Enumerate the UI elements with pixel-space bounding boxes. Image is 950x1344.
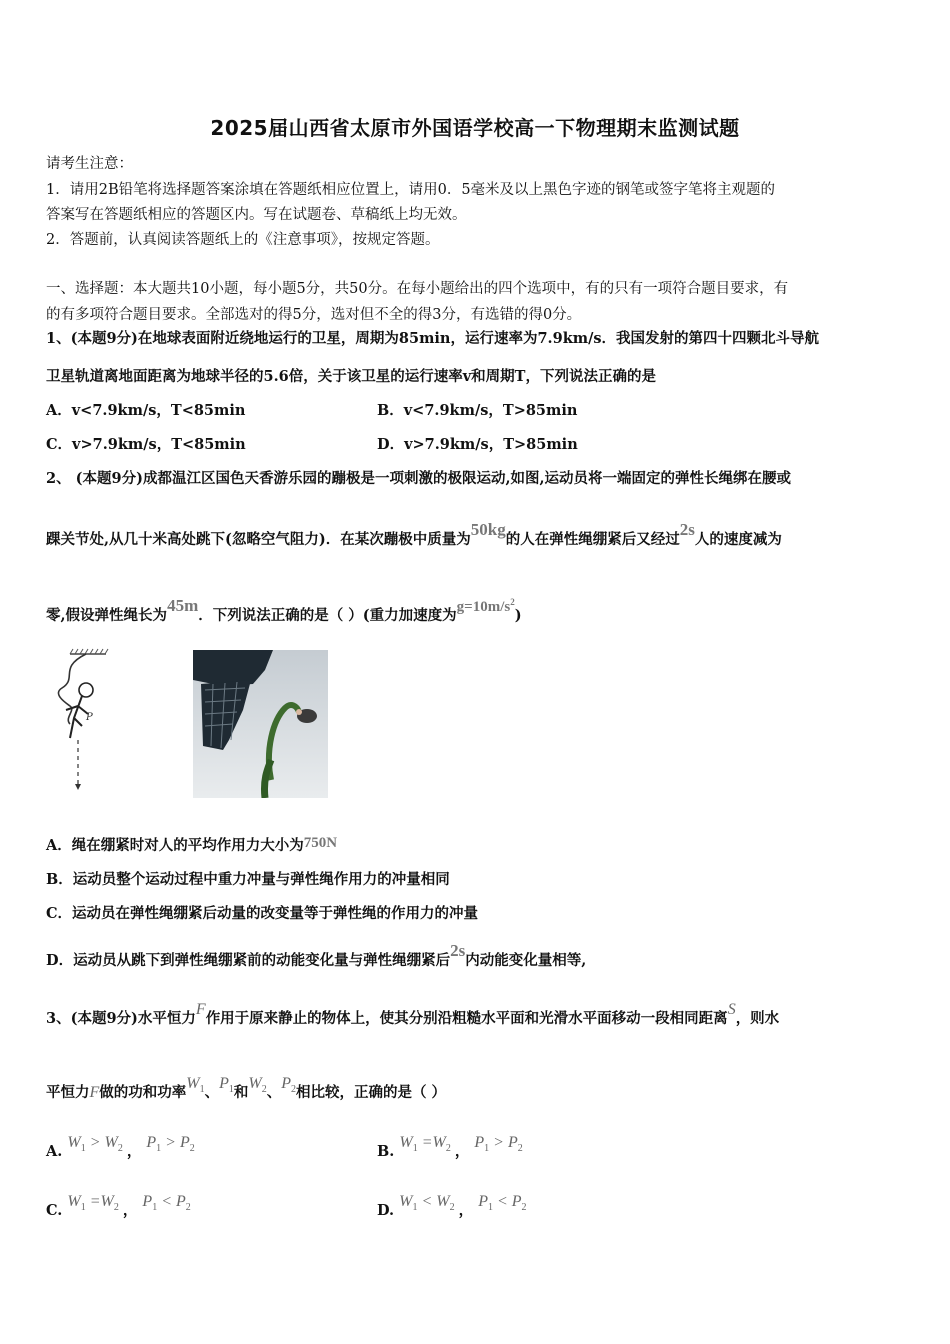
q3-option-a-letter: A. bbox=[46, 1143, 63, 1160]
q3-option-c-letter: C. bbox=[46, 1202, 63, 1219]
q2-line-2b: 的人在弹性绳绷紧后又经过 bbox=[505, 531, 680, 548]
q1-option-c: C．v>7.9km/s，T<85min bbox=[46, 436, 246, 453]
jumper-face bbox=[296, 709, 302, 715]
q3-p1-sub: 1 bbox=[228, 1084, 234, 1095]
q3-sep-1: 、 bbox=[204, 1084, 220, 1101]
q3-w2-letter: W bbox=[248, 1075, 262, 1092]
jumper-head bbox=[79, 683, 93, 697]
q3-option-d-formula: $W_1 < W_2$ bbox=[399, 1193, 455, 1213]
q2-option-d-end: 内动能变化量相等, bbox=[465, 952, 587, 969]
q3-p2-letter: P bbox=[281, 1075, 291, 1092]
q2-option-d bbox=[46, 941, 587, 970]
q3-option-b: B. $W_1 =W_2$ ， $P_1 > P_2$ bbox=[377, 1134, 523, 1160]
q3-w2 bbox=[248, 1075, 267, 1095]
bungee-photo bbox=[193, 650, 328, 798]
q3-line-2b: 做的功和功率 bbox=[99, 1084, 187, 1101]
q3-option-b-formula: $W_1 =W_2$ bbox=[399, 1134, 451, 1154]
q2-gravity-value: g=10m/s bbox=[456, 599, 511, 615]
q3-sep-2: 、 bbox=[266, 1084, 282, 1101]
q3-distance-symbol: S bbox=[727, 1001, 736, 1018]
q2-line-2c: 人的速度减为 bbox=[694, 531, 782, 548]
q2-option-d-value: 2s bbox=[450, 941, 466, 960]
q3-p1-letter: P bbox=[219, 1075, 229, 1092]
q1-line-2: 卫星轨道离地面距离为地球半径的5.6倍，关于该卫星的运行速率v和周期T，下列说法正确的是 bbox=[46, 368, 656, 385]
arrow-down-icon bbox=[75, 784, 81, 790]
q3-p2-sub: 2 bbox=[291, 1084, 296, 1095]
notice-item-2: 2．答题前，认真阅读答题纸上的《注意事项》，按规定答题。 bbox=[46, 232, 440, 248]
q3-option-d: D. $W_1 < W_2$ ， $P_1 < P_2$ bbox=[377, 1193, 527, 1219]
q3-line-2c: 相比较，正确的是（ ） bbox=[296, 1084, 447, 1101]
q1-line-1: 1、(本题9分)在地球表面附近绕地运行的卫星，周期为85min，运行速率为7.9km/s．我国发射的第四十四颗北斗导航 bbox=[46, 330, 820, 347]
q3-line-1c: ，则水 bbox=[735, 1010, 780, 1027]
q3-line-1 bbox=[46, 1001, 912, 1028]
q3-option-c: C. $W_1 =W_2$ ， $P_1 < P_2$ bbox=[46, 1193, 191, 1219]
q2-gravity bbox=[457, 599, 515, 615]
q2-line-3c: ) bbox=[514, 607, 522, 624]
point-p-label: P bbox=[86, 712, 93, 723]
q3-and: 和 bbox=[233, 1084, 249, 1101]
q2-option-d-text: D．运动员从跳下到弹性绳绷紧前的动能变化量与弹性绳绷紧后 bbox=[46, 952, 451, 969]
q2-length: 45m bbox=[167, 596, 199, 615]
q2-line-2a: 踝关节处,从几十米高处跳下(忽略空气阻力)．在某次蹦极中质量为 bbox=[46, 531, 471, 548]
q3-line-2 bbox=[46, 1075, 912, 1102]
q2-option-c: C．运动员在弹性绳绷紧后动量的改变量等于弹性绳的作用力的冲量 bbox=[46, 905, 479, 922]
q2-line-3b: ．下列说法正确的是（ ）(重力加速度为 bbox=[198, 607, 457, 624]
notice-item-1b: 答案写在答题纸相应的答题区内。写在试题卷、草稿纸上均无效。 bbox=[46, 207, 467, 223]
q3-w1-sub: 1 bbox=[199, 1084, 205, 1095]
bungee-cord bbox=[58, 654, 86, 724]
notice-item-1a: 1．请用2B铅笔将选择题答案涂填在答题纸相应位置上，请用0．5毫米及以上黑色字迹的钢笔或签字笔将主观题的 bbox=[46, 182, 776, 198]
q2-line-3 bbox=[46, 596, 912, 625]
q3-w2-sub: 2 bbox=[261, 1084, 267, 1095]
q2-line-2 bbox=[46, 520, 912, 549]
q3-force-symbol: F bbox=[195, 1001, 206, 1018]
q3-line-2a: 平恒力 bbox=[46, 1084, 90, 1101]
q3-line-1a: 3、(本题9分)水平恒力 bbox=[46, 1010, 196, 1027]
q2-option-b: B．运动员整个运动过程中重力冲量与弹性绳作用力的冲量相同 bbox=[46, 871, 450, 888]
page-title: 2025届山西省太原市外国语学校高一下物理期末监测试题 bbox=[210, 116, 740, 140]
q1-option-d: D．v>7.9km/s，T>85min bbox=[377, 436, 578, 453]
q3-force-symbol-2: F bbox=[89, 1084, 100, 1101]
q1-option-a: A．v<7.9km/s，T<85min bbox=[46, 402, 246, 419]
q2-mass: 50kg bbox=[470, 520, 506, 539]
q2-option-a-text: A．绳在绷紧时对人的平均作用力大小为 bbox=[46, 837, 304, 854]
q2-time: 2s bbox=[679, 520, 695, 539]
q3-w1 bbox=[186, 1075, 205, 1095]
q3-p1 bbox=[219, 1075, 234, 1095]
q2-line-1: 2、 (本题9分)成都温江区国色天香游乐园的蹦极是一项刺激的极限运动,如图,运动员将一端固定的弹性长绳绑在腰或 bbox=[46, 470, 792, 487]
q3-p2 bbox=[281, 1075, 296, 1095]
q2-line-3a: 零,假设弹性绳长为 bbox=[46, 607, 168, 624]
q3-option-a: A. $W_1 > W_2$ ， $P_1 > P_2$ bbox=[46, 1134, 195, 1160]
q3-option-b-letter: B. bbox=[377, 1143, 395, 1160]
bungee-diagram bbox=[48, 648, 118, 796]
q3-option-d-letter: D. bbox=[377, 1202, 395, 1219]
q2-option-a-value: 750N bbox=[303, 835, 338, 851]
section-1-line-1: 一、选择题：本大题共10小题，每小题5分，共50分。在每小题给出的四个选项中，有的只有一项符合题目要求，有 bbox=[46, 281, 789, 297]
q2-gravity-exp: 2 bbox=[510, 597, 515, 607]
q1-option-b: B．v<7.9km/s，T>85min bbox=[377, 402, 578, 419]
notice-heading: 请考生注意： bbox=[46, 156, 133, 172]
section-1-line-2: 的有多项符合题目要求。全部选对的得5分，选对但不全的得3分，有选错的得0分。 bbox=[46, 307, 582, 323]
q3-option-c-formula: $W_1 =W_2$ bbox=[67, 1193, 119, 1213]
q3-option-a-formula: $W_1 > W_2$ bbox=[67, 1134, 123, 1154]
q2-option-a bbox=[46, 834, 337, 855]
q3-w1-letter: W bbox=[186, 1075, 200, 1092]
q3-line-1b: 作用于原来静止的物体上，使其分别沿粗糙水平面和光滑水平面移动一段相同距离 bbox=[205, 1010, 728, 1027]
